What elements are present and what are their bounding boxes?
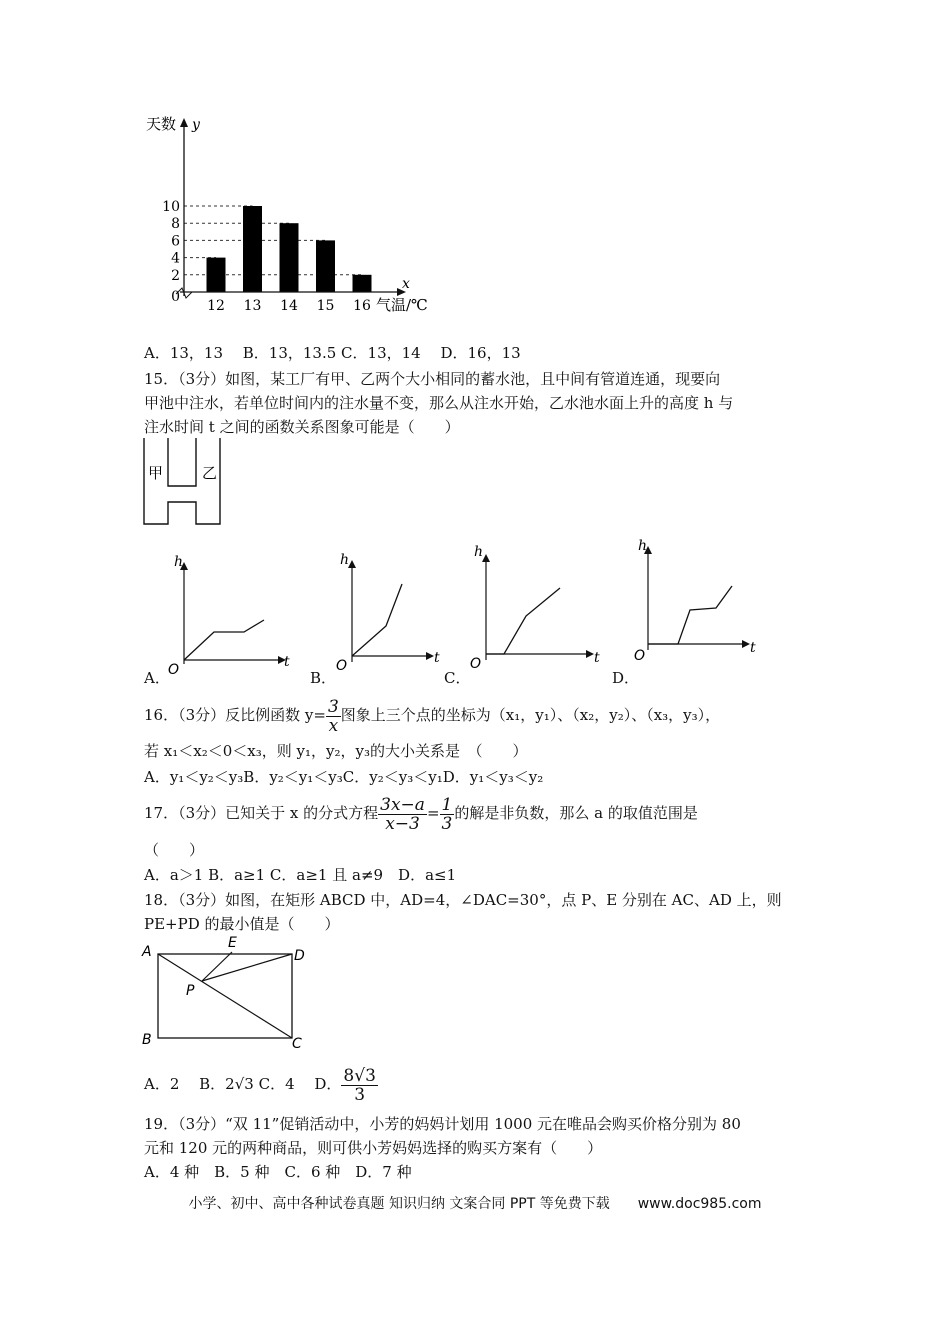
point-b-label: B xyxy=(142,1032,152,1048)
bar-15 xyxy=(316,240,335,292)
x-axis-letter: x xyxy=(402,276,410,292)
graph-b-x-arrow xyxy=(426,652,434,660)
rectangle-abcd-figure xyxy=(140,932,320,1056)
x-tick-12: 12 xyxy=(207,298,225,314)
q16-prefix: 16．（3分）反比例函数 y= xyxy=(144,706,326,724)
q17-prefix: 17．（3分）已知关于 x 的分式方程 xyxy=(144,804,379,822)
x-tick-labels xyxy=(207,298,371,314)
q18-line-2: PE+PD 的最小值是（ ） xyxy=(144,915,340,933)
y-tick-4: 4 xyxy=(171,250,180,267)
graph-c-origin: O xyxy=(470,656,482,672)
q18-option-d-num: 8√3 xyxy=(343,1065,376,1086)
q17-fraction-1 xyxy=(378,796,427,833)
y-axis-letter: y xyxy=(192,117,200,133)
pool-b-label: 乙 xyxy=(202,464,218,482)
q17-line-1 xyxy=(144,794,698,833)
bar-13 xyxy=(243,206,262,292)
graph-b-t-label: t xyxy=(434,650,440,666)
y-axis-arrow xyxy=(180,118,188,127)
q18-options-prefix: A．2 B．2 xyxy=(144,1075,235,1093)
graph-d-curve xyxy=(648,586,732,644)
q18-line-1: 18．（3分）如图，在矩形 ABCD 中，AD=4，∠DAC=30°，点 P、E 分别在 AC、AD 上，则 xyxy=(144,891,782,909)
pool-a-label: 甲 xyxy=(148,464,164,482)
q17-frac1-den: x−3 xyxy=(385,813,420,834)
graph-d xyxy=(634,538,756,664)
q19-line-2: 元和 120 元的两种商品，则可供小芳妈妈选择的购买方案有（ ） xyxy=(144,1139,603,1157)
bar-12 xyxy=(207,258,226,292)
x-tick-15: 15 xyxy=(316,298,335,314)
graph-a-h-label: h xyxy=(174,554,184,570)
point-d-label: D xyxy=(294,948,305,964)
q15-option-graphs xyxy=(140,536,780,688)
x-tick-13: 13 xyxy=(243,298,262,314)
q16-options: A．y₁＜y₂＜y₃B．y₂＜y₁＜y₃C．y₂＜y₃＜y₁D．y₁＜y₃＜y₂ xyxy=(144,768,544,786)
page-footer: 小学、初中、高中各种试卷真题 知识归纳 文案合同 PPT 等免费下载 www.doc985.com xyxy=(188,1196,762,1212)
q17-frac2-num: 1 xyxy=(441,794,453,815)
water-pools-figure xyxy=(140,436,230,528)
bar-16 xyxy=(353,275,372,292)
graph-a-t-label: t xyxy=(284,654,290,670)
graph-a-curve xyxy=(184,620,264,660)
q18-options xyxy=(144,1062,378,1106)
q16-frac-den: x xyxy=(328,715,339,736)
q15-line-2: 甲池中注水，若单位时间内的注水量不变，那么从注水开始，乙水池水面上升的高度 h 与 xyxy=(144,394,734,412)
graph-a-option-label: A． xyxy=(144,669,170,687)
pool-inner-outline xyxy=(168,438,196,486)
graph-d-origin: O xyxy=(634,648,646,664)
graph-d-h-label: h xyxy=(638,538,648,554)
q17-frac2-den: 3 xyxy=(441,813,453,834)
graph-b-origin: O xyxy=(336,658,348,674)
graph-a xyxy=(168,554,290,678)
graph-c xyxy=(470,544,600,672)
point-c-label: C xyxy=(292,1036,302,1052)
graph-b-y-arrow xyxy=(348,560,356,568)
q16-fraction xyxy=(326,698,341,735)
bar-14 xyxy=(280,223,299,292)
chart-bars xyxy=(207,206,372,292)
graph-c-y-arrow xyxy=(482,554,490,562)
point-p-label: P xyxy=(186,983,195,999)
graph-b xyxy=(336,552,440,674)
q16-line-1 xyxy=(144,696,720,735)
q15-line-1: 15．（3分）如图，某工厂有甲、乙两个大小相同的蓄水池，且中间有管道连通，现要向 xyxy=(144,370,721,388)
y-tick-10: 10 xyxy=(162,199,180,215)
q17-options: A．a＞1 B．a≥1 C．a≥1 且 a≠9 D．a≤1 xyxy=(144,866,457,884)
graph-d-t-label: t xyxy=(750,640,756,656)
x-axis-label: 气温/℃ xyxy=(376,296,428,314)
q18-option-d-fraction xyxy=(341,1067,377,1104)
q17-line-2: （ ） xyxy=(144,841,205,859)
graph-c-t-label: t xyxy=(594,650,600,666)
q19-options: A．4 种 B．5 种 C．6 种 D．7 种 xyxy=(144,1163,412,1181)
graph-b-h-label: h xyxy=(340,552,350,568)
q14-options: A．13，13 B．13，13.5 C．13，14 D．16，13 xyxy=(144,344,521,362)
graph-c-h-label: h xyxy=(474,544,484,560)
q17-fraction-2 xyxy=(440,796,455,833)
diagonal-ac xyxy=(158,954,292,1038)
graph-c-curve xyxy=(486,588,560,654)
x-tick-16: 16 xyxy=(353,298,371,314)
q17-frac1-num: 3x−a xyxy=(380,794,425,815)
temperature-bar-chart xyxy=(140,108,460,348)
y-axis-label: 天数 xyxy=(146,115,177,133)
graph-d-option-label: D． xyxy=(612,669,640,687)
q16-suffix: 图象上三个点的坐标为（x₁，y₁）、（x₂，y₂）、（x₃，y₃）， xyxy=(340,706,721,724)
y-tick-8: 8 xyxy=(171,216,180,233)
x-tick-14: 14 xyxy=(280,298,298,314)
graph-d-x-arrow xyxy=(742,640,750,648)
point-a-label: A xyxy=(142,944,152,960)
y-tick-0: 0 xyxy=(171,289,180,305)
graph-b-curve xyxy=(352,584,402,656)
point-e-label: E xyxy=(228,935,237,951)
q19-line-1: 19．（3分）“双 11”促销活动中，小芳的妈妈计划用 1000 元在唯品会购买价格分别为 80 xyxy=(144,1115,741,1133)
q18-options-middle: C．4 D． xyxy=(253,1075,342,1093)
y-tick-labels xyxy=(162,199,180,305)
graph-c-x-arrow xyxy=(586,650,594,658)
graph-c-option-label: C． xyxy=(444,669,471,687)
q18-option-d-den: 3 xyxy=(354,1084,366,1105)
y-tick-6: 6 xyxy=(171,233,180,250)
q17-suffix: 的解是非负数，那么 a 的取值范围是 xyxy=(454,804,698,822)
graph-b-option-label: B． xyxy=(310,669,337,687)
y-tick-2: 2 xyxy=(171,267,180,284)
q16-line-2: 若 x₁＜x₂＜0＜x₃，则 y₁，y₂，y₃的大小关系是 （ ） xyxy=(144,742,528,760)
graph-a-origin: O xyxy=(168,662,180,678)
q15-line-3: 注水时间 t 之间的函数关系图象可能是（ ） xyxy=(144,418,460,436)
q16-frac-num: 3 xyxy=(327,696,339,717)
q18-option-b-radical: √3 xyxy=(234,1075,254,1093)
q17-equals: = xyxy=(426,804,440,822)
